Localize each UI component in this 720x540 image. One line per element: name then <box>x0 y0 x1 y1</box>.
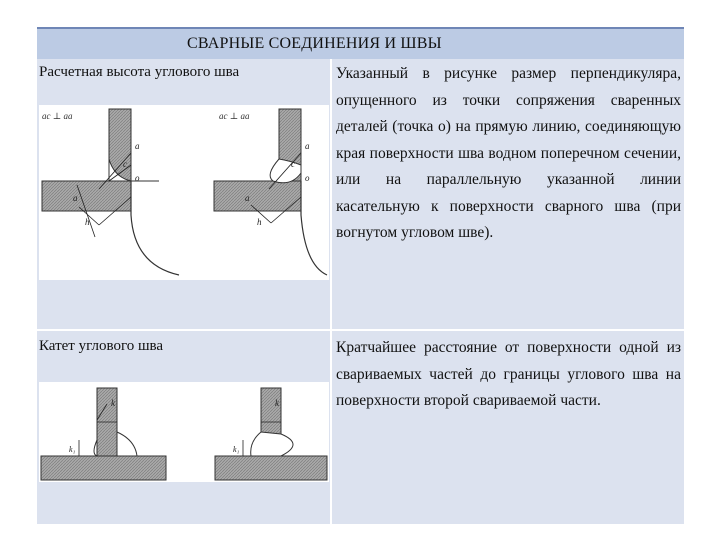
design-height-diagram <box>39 105 329 280</box>
page-title: СВАРНЫЕ СОЕДИНЕНИЯ И ШВЫ <box>187 35 442 52</box>
weld-diagram-left <box>42 109 179 275</box>
label-a-right-2: a <box>245 193 250 203</box>
label-c-right: c <box>291 159 295 169</box>
label-a-2: a <box>73 193 78 203</box>
figure-design-height <box>39 105 329 280</box>
leg-diagram-left <box>41 388 166 480</box>
definition-text-leg: Кратчайшее расстояние от поверхности одной из свариваемых частей до границы углового шва на поверхности второй свариваемой части. <box>336 339 681 409</box>
table-header <box>37 27 684 59</box>
note-left: ac ⊥ aa <box>42 111 73 121</box>
label-k1: k₁ <box>69 445 76 454</box>
horizontal-plate <box>42 181 131 211</box>
label-c: c <box>123 159 127 169</box>
label-o-right: o <box>305 173 310 183</box>
weld-table <box>37 27 684 497</box>
label-k: k <box>111 398 115 408</box>
label-h-right: h <box>257 217 262 227</box>
label-k-right: k <box>275 398 279 408</box>
label-k1-right: k₁ <box>233 445 240 454</box>
horizontal-plate-right <box>214 181 301 211</box>
term-cell-design-height <box>37 59 330 330</box>
term-label-leg: Катет углового шва <box>39 338 164 354</box>
weld-bead-leg-right <box>251 432 293 456</box>
definition-cell-design-height <box>330 59 684 330</box>
row-divider <box>37 329 684 331</box>
definition-text: Указанный в рисунке размер перпендикуляра, опущенного из точки сопряжения сваренных деталей (точка о) на прямую линию, соединяющую края поверхности шва водном поперечном сечении, или на параллельную указанной линии касательную к поверхности сварного шва (при вогнутом угловом шве). <box>336 65 681 241</box>
term-cell-leg <box>37 330 330 524</box>
column-divider <box>330 59 332 524</box>
label-a-right: a <box>305 141 310 151</box>
horizontal-plate-leg-right <box>215 456 327 480</box>
label-a: a <box>135 141 140 151</box>
note-right: ac ⊥ aa <box>219 111 250 121</box>
concave-edge <box>131 181 179 275</box>
label-o: o <box>135 173 140 183</box>
figure-leg <box>39 382 329 482</box>
definition-cell-leg <box>330 330 684 524</box>
leg-diagram <box>39 382 329 482</box>
weld-diagram-right <box>214 109 327 275</box>
term-label: Расчетная высота углового шва <box>39 64 240 80</box>
leg-diagram-right <box>215 388 327 480</box>
horizontal-plate-leg <box>41 456 166 480</box>
label-h: h <box>85 217 90 227</box>
